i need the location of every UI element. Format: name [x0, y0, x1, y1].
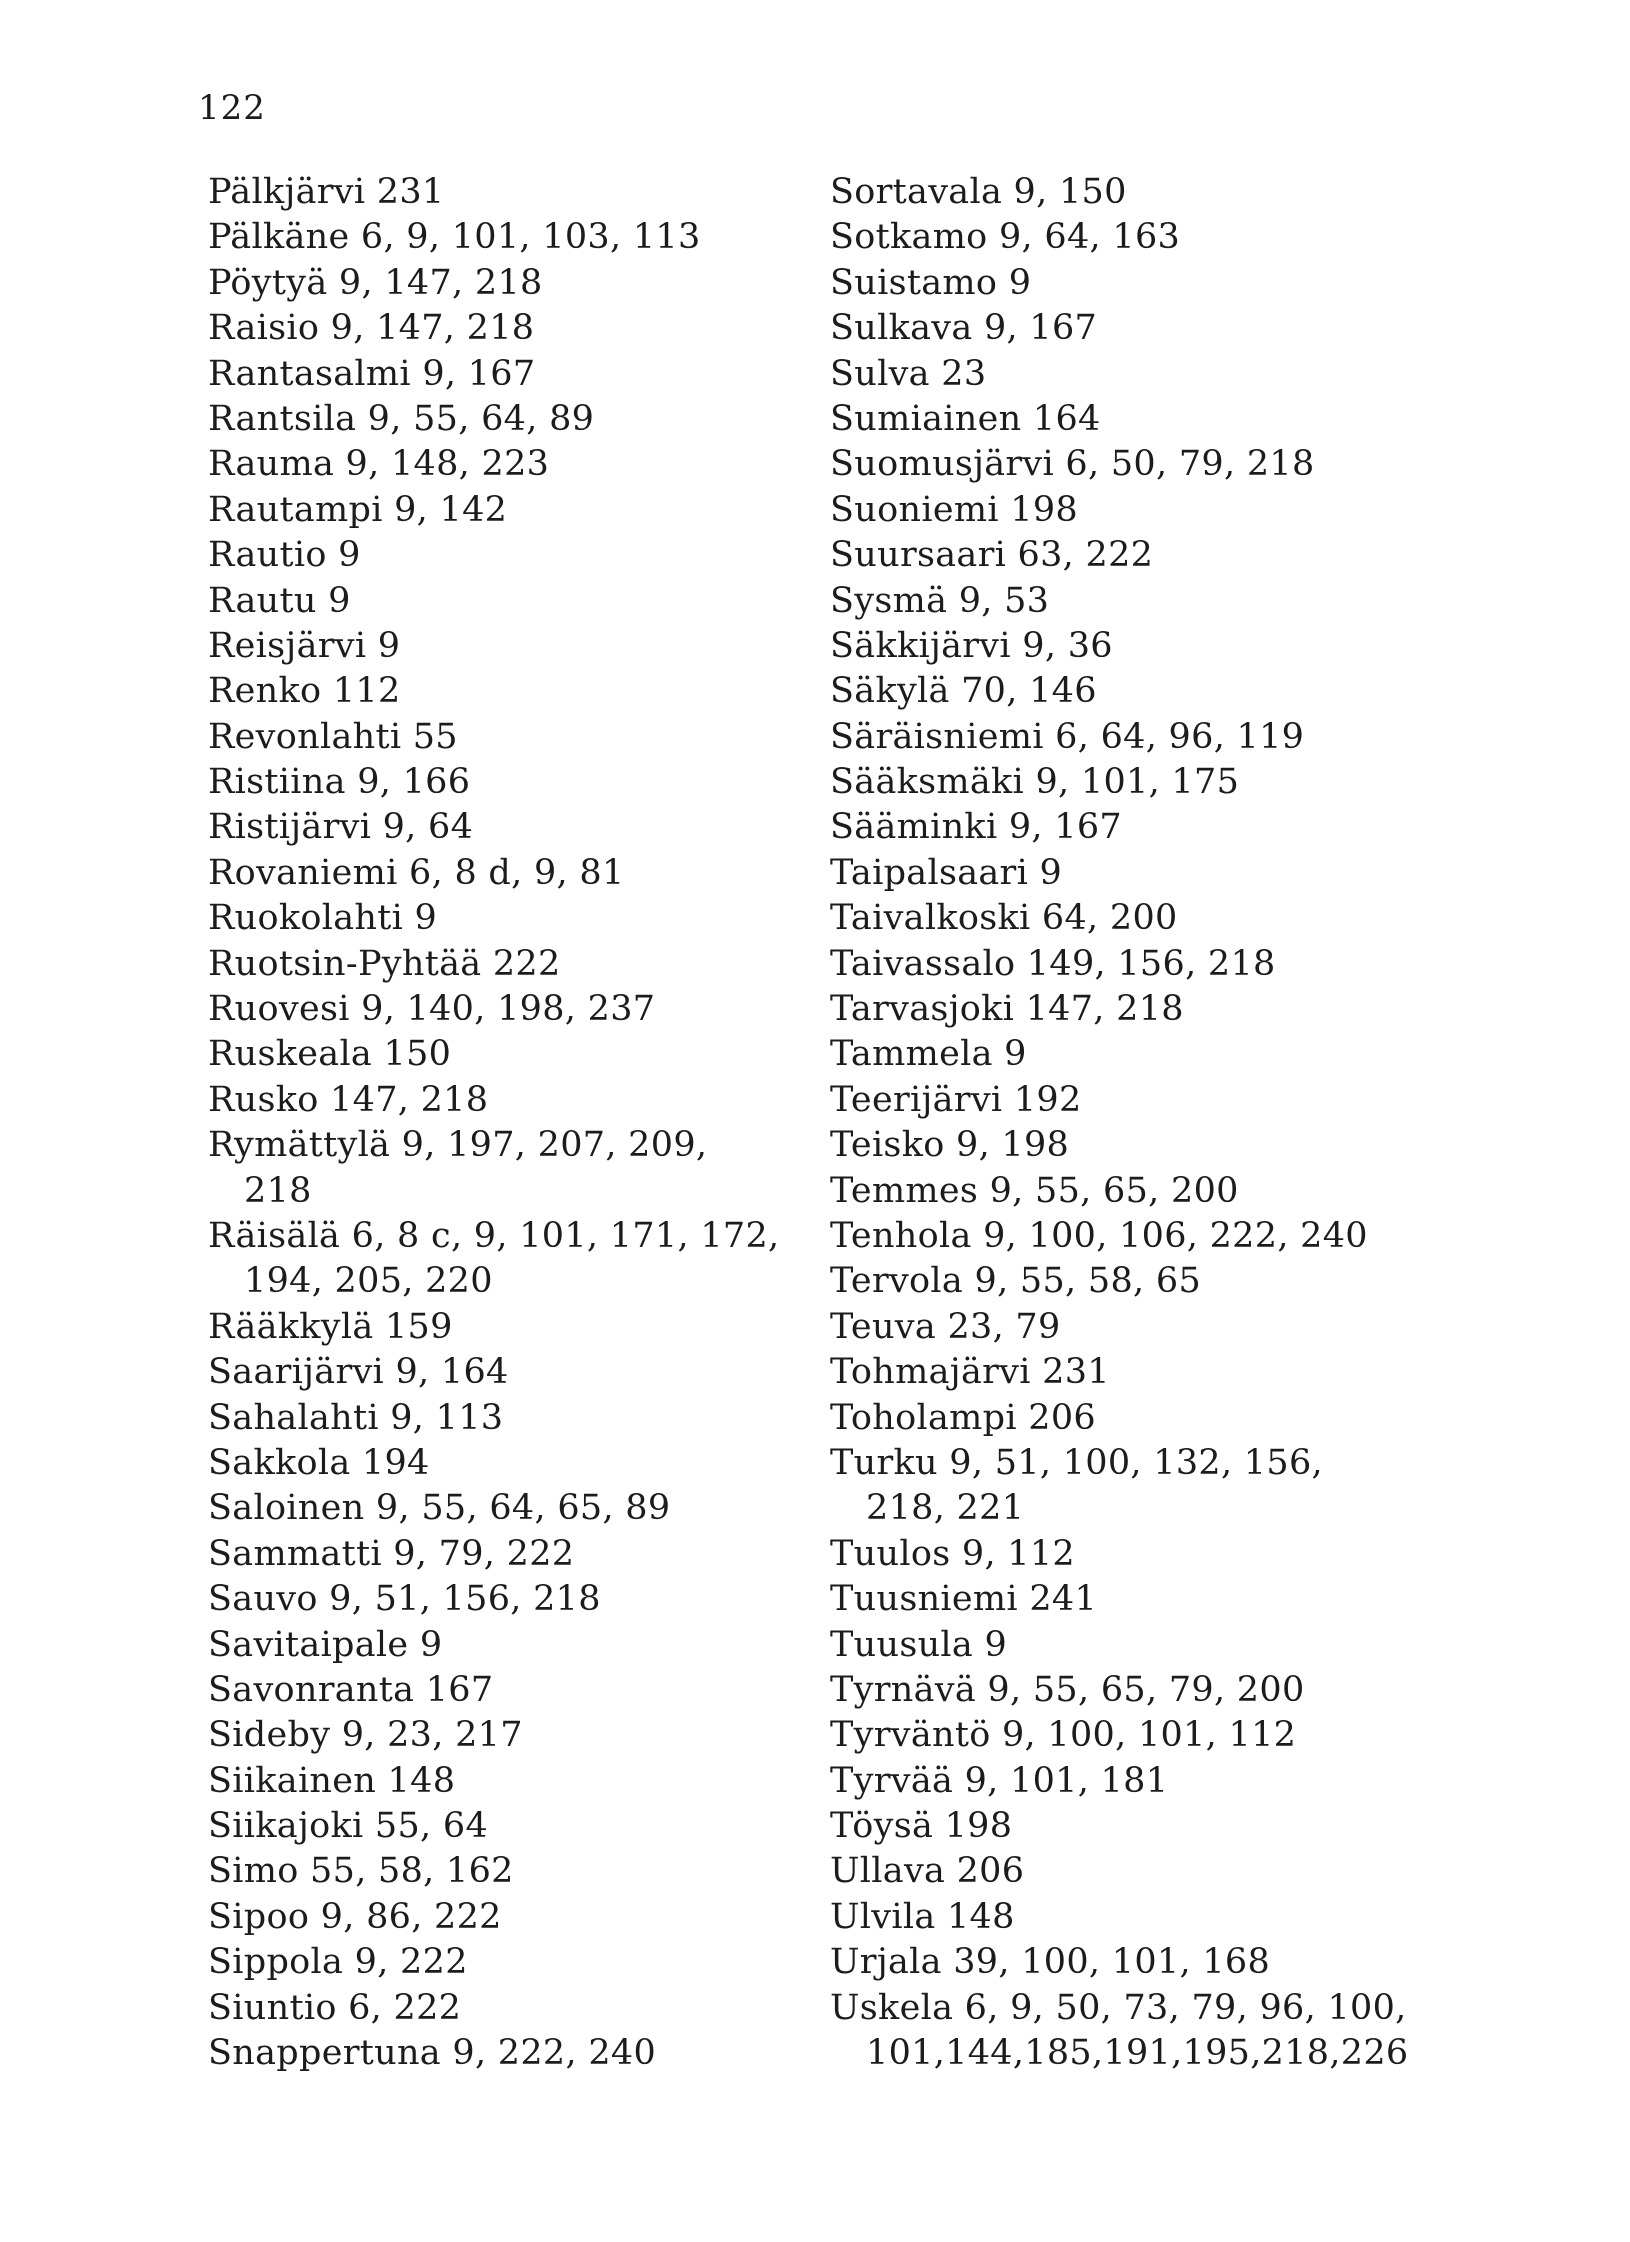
- index-entry-continuation: 101,144,185,191,195,218,226: [866, 2033, 1409, 2074]
- index-entry: Taipalsaari 9: [830, 852, 1063, 893]
- index-entry: Taivalkoski 64, 200: [830, 898, 1178, 939]
- index-entry: Ulvila 148: [830, 1896, 1015, 1937]
- index-entry: Sulkava 9, 167: [830, 308, 1098, 349]
- index-entry: Sumiainen 164: [830, 398, 1101, 439]
- index-entry: Tohmajärvi 231: [830, 1352, 1110, 1393]
- index-entry: Sahalahti 9, 113: [208, 1397, 504, 1438]
- index-entry: Raisio 9, 147, 218: [208, 308, 535, 349]
- index-entry: Taivassalo 149, 156, 218: [830, 943, 1276, 984]
- index-entry: Tyrnävä 9, 55, 65, 79, 200: [830, 1669, 1305, 1710]
- index-entry: Saloinen 9, 55, 64, 65, 89: [208, 1488, 671, 1529]
- index-entry: Toholampi 206: [830, 1397, 1096, 1438]
- index-entry: Ristiina 9, 166: [208, 762, 471, 803]
- index-entry: Savonranta 167: [208, 1669, 494, 1710]
- index-entry: Rautu 9: [208, 580, 351, 621]
- index-entry: Säräisniemi 6, 64, 96, 119: [830, 716, 1305, 757]
- index-entry: Sideby 9, 23, 217: [208, 1715, 523, 1756]
- index-entry: Suomusjärvi 6, 50, 79, 218: [830, 444, 1315, 485]
- page-number: 122: [198, 88, 266, 128]
- index-entry: Simo 55, 58, 162: [208, 1851, 514, 1892]
- index-entry: Pälkäne 6, 9, 101, 103, 113: [208, 217, 701, 258]
- index-entry-continuation: 218, 221: [866, 1488, 1025, 1529]
- index-entry: Sulva 23: [830, 353, 987, 394]
- index-entry: Sotkamo 9, 64, 163: [830, 217, 1181, 258]
- index-entry: Säkylä 70, 146: [830, 671, 1097, 712]
- index-entry: Siuntio 6, 222: [208, 1987, 462, 2028]
- index-entry: Siikajoki 55, 64: [208, 1806, 489, 1847]
- index-entry: Säkkijärvi 9, 36: [830, 625, 1113, 666]
- index-column-right: [830, 170, 1470, 2076]
- index-entry: Tyrväntö 9, 100, 101, 112: [830, 1715, 1297, 1756]
- index-entry: Saarijärvi 9, 164: [208, 1352, 509, 1393]
- index-entry: Ruovesi 9, 140, 198, 237: [208, 989, 656, 1030]
- index-entry: Sipoo 9, 86, 222: [208, 1896, 502, 1937]
- index-entry: Suursaari 63, 222: [830, 535, 1154, 576]
- index-entry: Tarvasjoki 147, 218: [830, 989, 1184, 1030]
- index-entry: Rantasalmi 9, 167: [208, 353, 536, 394]
- index-entry: Sortavala 9, 150: [830, 172, 1127, 212]
- index-entry: Sakkola 194: [208, 1442, 430, 1483]
- index-entry: Ristijärvi 9, 64: [208, 807, 474, 848]
- index-entry: Sääminki 9, 167: [830, 807, 1122, 848]
- index-entry: Rovaniemi 6, 8 d, 9, 81: [208, 852, 625, 893]
- index-entry: Snappertuna 9, 222, 240: [208, 2033, 657, 2074]
- index-entry: Revonlahti 55: [208, 716, 458, 757]
- index-entry: Rautio 9: [208, 535, 361, 576]
- index-entry: Töysä 198: [830, 1806, 1013, 1847]
- index-entry: Tuusniemi 241: [830, 1579, 1098, 1620]
- index-entry: Sääksmäki 9, 101, 175: [830, 762, 1240, 803]
- index-entry: Sippola 9, 222: [208, 1942, 468, 1983]
- index-entry: Tyrvää 9, 101, 181: [830, 1760, 1169, 1801]
- index-entry: Uskela 6, 9, 50, 73, 79, 96, 100,: [830, 1987, 1407, 2028]
- index-entry: Renko 112: [208, 671, 401, 712]
- index-entry: Ruokolahti 9: [208, 898, 438, 939]
- index-entry: Urjala 39, 100, 101, 168: [830, 1942, 1271, 1983]
- index-entry: Tuusula 9: [830, 1624, 1008, 1665]
- index-entry: Rymättylä 9, 197, 207, 209,: [208, 1125, 708, 1166]
- index-entry: Rusko 147, 218: [208, 1079, 489, 1120]
- index-entry: Suistamo 9: [830, 262, 1032, 303]
- index-entry: Teerijärvi 192: [830, 1079, 1082, 1120]
- index-entry: Pälkjärvi 231: [208, 172, 445, 212]
- index-entry: Savitaipale 9: [208, 1624, 443, 1665]
- index-entry: Pöytyä 9, 147, 218: [208, 262, 543, 303]
- index-entry: Teuva 23, 79: [830, 1306, 1061, 1347]
- index-entry: Rauma 9, 148, 223: [208, 444, 550, 485]
- index-entry: Sammatti 9, 79, 222: [208, 1533, 575, 1574]
- index-entry: Rantsila 9, 55, 64, 89: [208, 398, 595, 439]
- index-entry: Ullava 206: [830, 1851, 1025, 1892]
- index-entry: Temmes 9, 55, 65, 200: [830, 1170, 1239, 1211]
- index-entry: Sysmä 9, 53: [830, 580, 1050, 621]
- index-entry: Reisjärvi 9: [208, 625, 401, 666]
- index-entry: Siikainen 148: [208, 1760, 456, 1801]
- index-entry: Suoniemi 198: [830, 489, 1078, 530]
- index-entry-continuation: 194, 205, 220: [244, 1261, 493, 1302]
- index-entry: Ruotsin-Pyhtää 222: [208, 943, 561, 984]
- index-column-left: [208, 170, 828, 2076]
- index-entry: Tuulos 9, 112: [830, 1533, 1076, 1574]
- index-entry: Rääkkylä 159: [208, 1306, 453, 1347]
- index-entry: Turku 9, 51, 100, 132, 156,: [830, 1442, 1323, 1483]
- index-entry: Rautampi 9, 142: [208, 489, 508, 530]
- index-entry: Sauvo 9, 51, 156, 218: [208, 1579, 601, 1620]
- index-entry-continuation: 218: [244, 1170, 312, 1211]
- index-entry: Tenhola 9, 100, 106, 222, 240: [830, 1215, 1368, 1256]
- index-entry: Tervola 9, 55, 58, 65: [830, 1261, 1202, 1302]
- index-entry: Räisälä 6, 8 c, 9, 101, 171, 172,: [208, 1215, 780, 1256]
- index-entry: Ruskeala 150: [208, 1034, 452, 1075]
- index-entry: Tammela 9: [830, 1034, 1027, 1075]
- index-entry: Teisko 9, 198: [830, 1125, 1070, 1166]
